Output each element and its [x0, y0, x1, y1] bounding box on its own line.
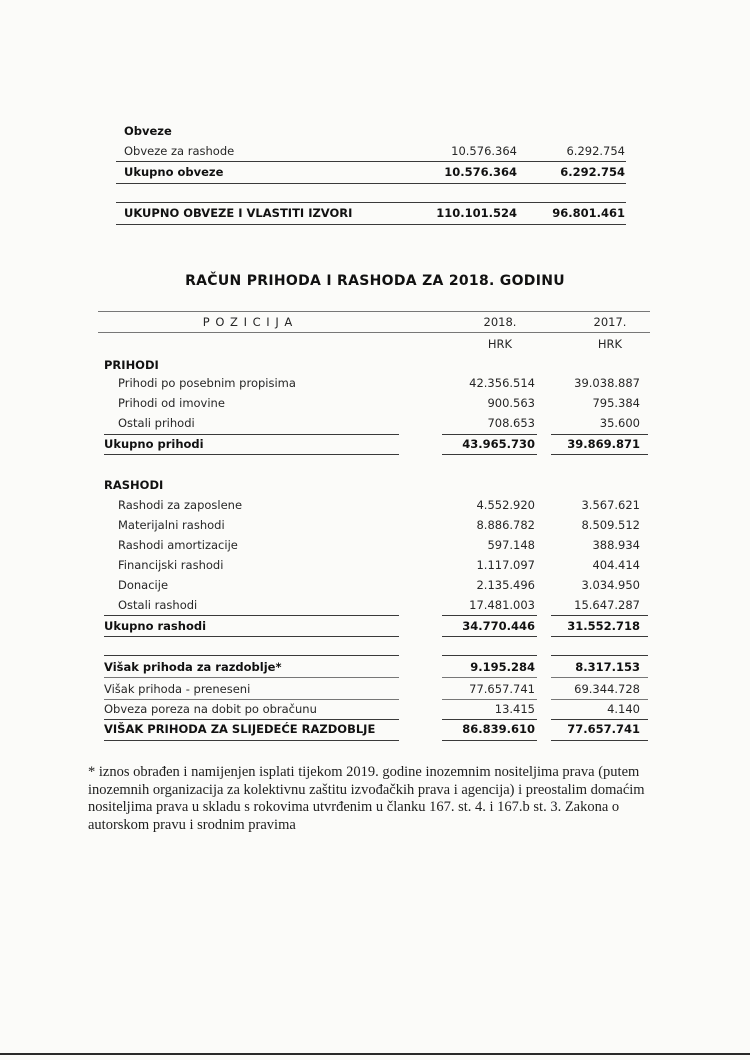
obveze-row-2017: 6.292.754 — [566, 144, 625, 158]
rashodi-total-2017: 31.552.718 — [567, 619, 640, 633]
rashodi-heading: RASHODI — [104, 478, 164, 492]
rule — [116, 224, 626, 225]
rule — [551, 719, 648, 720]
prihodi-total-2018: 43.965.730 — [462, 437, 535, 451]
rule — [442, 434, 537, 435]
column-header-2018: 2018. — [483, 315, 517, 329]
rashodi-row-label: Rashodi amortizacije — [118, 538, 238, 552]
visak-row-2018: 9.195.284 — [470, 660, 535, 674]
column-header-pozicija: P O Z I C I J A — [202, 315, 294, 329]
rule — [116, 183, 626, 184]
rule — [104, 740, 399, 741]
rule — [104, 719, 399, 720]
grand-total-2017: 96.801.461 — [552, 206, 625, 220]
prihodi-row-2017: 39.038.887 — [574, 376, 640, 390]
rashodi-row-2017: 3.034.950 — [581, 578, 640, 592]
prihodi-heading: PRIHODI — [104, 358, 159, 372]
visak-final-2017: 77.657.741 — [567, 722, 640, 736]
visak-final-2018: 86.839.610 — [462, 722, 535, 736]
visak-final-label: VIŠAK PRIHODA ZA SLIJEDEĆE RAZDOBLJE — [104, 722, 376, 736]
rashodi-row-2017: 388.934 — [592, 538, 640, 552]
visak-row-2017: 69.344.728 — [574, 682, 640, 696]
visak-row-2018: 13.415 — [494, 702, 535, 716]
visak-row-2017: 4.140 — [607, 702, 640, 716]
currency-2017: HRK — [597, 337, 623, 351]
rule — [551, 677, 648, 678]
obveze-heading: Obveze — [124, 124, 172, 138]
rule — [104, 677, 399, 678]
prihodi-row-2018: 900.563 — [487, 396, 535, 410]
rule — [104, 636, 399, 637]
rule — [442, 740, 537, 741]
prihodi-total-2017: 39.869.871 — [567, 437, 640, 451]
rashodi-row-2018: 2.135.496 — [476, 578, 535, 592]
rashodi-row-2018: 4.552.920 — [476, 498, 535, 512]
grand-total-label: UKUPNO OBVEZE I VLASTITI IZVORI — [124, 206, 353, 220]
rule — [442, 719, 537, 720]
rashodi-row-label: Ostali rashodi — [118, 598, 198, 612]
rule — [442, 615, 537, 616]
rashodi-total-label: Ukupno rashodi — [104, 619, 207, 633]
visak-row-label: Višak prihoda - preneseni — [104, 682, 251, 696]
rashodi-row-2017: 8.509.512 — [581, 518, 640, 532]
rule — [104, 434, 399, 435]
rule — [551, 740, 648, 741]
obveze-row-2018: 10.576.364 — [451, 144, 517, 158]
rule — [551, 655, 648, 656]
rashodi-row-2018: 17.481.003 — [469, 598, 535, 612]
rule — [104, 699, 399, 700]
visak-row-label: Obveza poreza na dobit po obračunu — [104, 702, 317, 716]
obveze-row-label: Obveze za rashode — [124, 144, 235, 158]
rule — [116, 202, 626, 203]
rule — [551, 434, 648, 435]
rashodi-row-2018: 1.117.097 — [476, 558, 535, 572]
column-header-2017: 2017. — [593, 315, 627, 329]
rashodi-row-2017: 404.414 — [592, 558, 640, 572]
rule — [104, 655, 399, 656]
rashodi-total-2018: 34.770.446 — [462, 619, 535, 633]
rule — [116, 161, 626, 162]
obveze-total-2017: 6.292.754 — [560, 165, 625, 179]
currency-2018: HRK — [487, 337, 513, 351]
rashodi-row-2018: 597.148 — [487, 538, 535, 552]
scan-edge — [0, 1053, 750, 1055]
prihodi-row-2018: 708.653 — [487, 416, 535, 430]
rule — [442, 636, 537, 637]
rashodi-row-label: Donacije — [118, 578, 169, 592]
page-title: RAČUN PRIHODA I RASHODA ZA 2018. GODINU — [185, 273, 565, 289]
prihodi-row-2018: 42.356.514 — [469, 376, 535, 390]
rule — [442, 699, 537, 700]
rashodi-row-label: Rashodi za zaposlene — [118, 498, 243, 512]
obveze-total-label: Ukupno obveze — [124, 165, 224, 179]
rashodi-row-label: Materijalni rashodi — [118, 518, 225, 532]
rashodi-row-2017: 15.647.287 — [574, 598, 640, 612]
prihodi-row-2017: 35.600 — [599, 416, 640, 430]
rashodi-row-2018: 8.886.782 — [476, 518, 535, 532]
prihodi-total-label: Ukupno prihodi — [104, 437, 204, 451]
rule — [551, 615, 648, 616]
prihodi-row-2017: 795.384 — [592, 396, 640, 410]
rule — [442, 454, 537, 455]
visak-row-2017: 8.317.153 — [575, 660, 640, 674]
prihodi-row-label: Ostali prihodi — [118, 416, 195, 430]
footnote: * iznos obrađen i namijenjen isplati tijekom 2019. godine inozemnim nositeljima prava (putem inozemnih organizacija za kolektivnu zaštitu izvođačkih prava i agencija) i preostalim domaćim nositeljima prava u skladu s rokovima utvrđenim u članku 167. st. 4. i 167.b st. 3. Zakona o autorskom pravu i srodnim pravima — [88, 764, 645, 833]
rule — [551, 636, 648, 637]
rule — [442, 655, 537, 656]
visak-row-label: Višak prihoda za razdoblje* — [104, 660, 282, 674]
rule — [98, 311, 650, 312]
rashodi-row-label: Financijski rashodi — [118, 558, 224, 572]
rule — [98, 332, 650, 333]
rule — [551, 454, 648, 455]
prihodi-row-label: Prihodi po posebnim propisima — [118, 376, 296, 390]
obveze-total-2018: 10.576.364 — [444, 165, 517, 179]
rule — [442, 677, 537, 678]
grand-total-2018: 110.101.524 — [436, 206, 517, 220]
visak-row-2018: 77.657.741 — [469, 682, 535, 696]
rule — [104, 615, 399, 616]
prihodi-row-label: Prihodi od imovine — [118, 396, 225, 410]
rule — [551, 699, 648, 700]
rashodi-row-2017: 3.567.621 — [581, 498, 640, 512]
rule — [104, 454, 399, 455]
